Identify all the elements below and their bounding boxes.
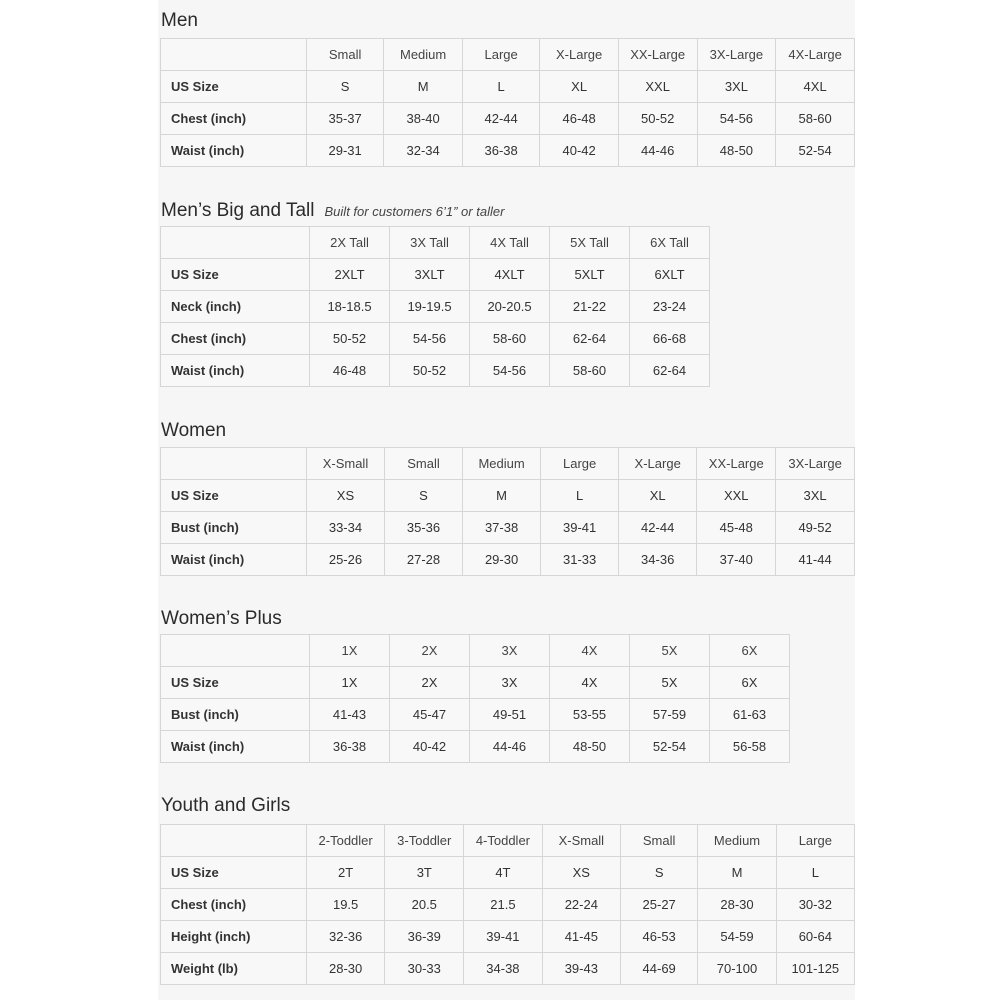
table-cell: 61-63 bbox=[710, 699, 790, 731]
table-row-us-size bbox=[161, 259, 710, 291]
table-cell: 20.5 bbox=[385, 889, 464, 921]
table-cell: 46-48 bbox=[540, 103, 618, 135]
section-title-women bbox=[161, 420, 226, 442]
table-row-waist-inch bbox=[161, 731, 790, 763]
row-label: Waist (inch) bbox=[161, 135, 307, 167]
row-label: US Size bbox=[161, 71, 307, 103]
table-cell: 28-30 bbox=[306, 953, 385, 985]
table-cell: 18-18.5 bbox=[310, 291, 390, 323]
table-cell: 36-38 bbox=[462, 135, 540, 167]
row-label: Height (inch) bbox=[161, 921, 307, 953]
table-cell: 4XL bbox=[776, 71, 855, 103]
table-row-chest-inch bbox=[161, 889, 855, 921]
size-table-men bbox=[160, 38, 855, 167]
table-cell: 58-60 bbox=[470, 323, 550, 355]
table-cell: 39-41 bbox=[464, 921, 543, 953]
column-header: 1X bbox=[310, 635, 390, 667]
table-cell: 46-48 bbox=[310, 355, 390, 387]
table-cell: 4X bbox=[550, 667, 630, 699]
table-row-us-size bbox=[161, 480, 855, 512]
table-cell: 37-38 bbox=[462, 512, 540, 544]
row-label: US Size bbox=[161, 259, 310, 291]
table-cell: 42-44 bbox=[618, 512, 696, 544]
header-corner-cell bbox=[161, 448, 307, 480]
column-header: 3X-Large bbox=[697, 39, 776, 71]
table-cell: S bbox=[306, 71, 384, 103]
table-cell: 44-46 bbox=[618, 135, 697, 167]
size-table-women bbox=[160, 447, 855, 576]
table-row-height-inch bbox=[161, 921, 855, 953]
table-row-chest-inch bbox=[161, 323, 710, 355]
table-cell: 49-52 bbox=[776, 512, 855, 544]
table-cell: 3X bbox=[470, 667, 550, 699]
table-cell: M bbox=[698, 857, 776, 889]
size-table-women-s-plus bbox=[160, 634, 790, 763]
column-header: 3-Toddler bbox=[385, 825, 464, 857]
column-header: Small bbox=[385, 448, 463, 480]
table-cell: 48-50 bbox=[550, 731, 630, 763]
table-cell: 42-44 bbox=[462, 103, 540, 135]
table-row-bust-inch bbox=[161, 512, 855, 544]
table-cell: 70-100 bbox=[698, 953, 776, 985]
table-row-us-size bbox=[161, 857, 855, 889]
table-cell: 66-68 bbox=[630, 323, 710, 355]
column-header: Medium bbox=[384, 39, 462, 71]
row-label: US Size bbox=[161, 857, 307, 889]
section-title-text: Women’s Plus bbox=[161, 608, 282, 629]
table-cell: M bbox=[384, 71, 462, 103]
table-cell: 41-45 bbox=[542, 921, 620, 953]
column-header: X-Large bbox=[618, 448, 696, 480]
column-header: 3X Tall bbox=[390, 227, 470, 259]
table-cell: 6XLT bbox=[630, 259, 710, 291]
column-header: Small bbox=[620, 825, 698, 857]
column-header: X-Small bbox=[542, 825, 620, 857]
row-label: Bust (inch) bbox=[161, 699, 310, 731]
column-header: 3X-Large bbox=[776, 448, 855, 480]
table-row-weight-lb bbox=[161, 953, 855, 985]
table-cell: 62-64 bbox=[630, 355, 710, 387]
column-header: X-Small bbox=[306, 448, 384, 480]
row-label: Chest (inch) bbox=[161, 103, 307, 135]
column-header: Small bbox=[306, 39, 384, 71]
table-cell: 49-51 bbox=[470, 699, 550, 731]
table-header-row bbox=[161, 825, 855, 857]
table-cell: 62-64 bbox=[550, 323, 630, 355]
table-cell: S bbox=[385, 480, 463, 512]
section-title-text: Men bbox=[161, 10, 198, 31]
table-cell: 40-42 bbox=[390, 731, 470, 763]
table-cell: 5X bbox=[630, 667, 710, 699]
column-header: 4X bbox=[550, 635, 630, 667]
table-row-us-size bbox=[161, 71, 855, 103]
row-label: Waist (inch) bbox=[161, 731, 310, 763]
table-cell: 53-55 bbox=[550, 699, 630, 731]
table-cell: 29-31 bbox=[306, 135, 384, 167]
section-title-text: Youth and Girls bbox=[161, 795, 291, 816]
table-cell: XL bbox=[618, 480, 696, 512]
section-title-men bbox=[161, 10, 198, 32]
table-cell: 20-20.5 bbox=[470, 291, 550, 323]
row-label: Neck (inch) bbox=[161, 291, 310, 323]
table-cell: XL bbox=[540, 71, 618, 103]
column-header: Medium bbox=[698, 825, 776, 857]
table-cell: 25-27 bbox=[620, 889, 698, 921]
row-label: Waist (inch) bbox=[161, 544, 307, 576]
column-header: 2X Tall bbox=[310, 227, 390, 259]
table-cell: 48-50 bbox=[697, 135, 776, 167]
column-header: X-Large bbox=[540, 39, 618, 71]
table-cell: 21.5 bbox=[464, 889, 543, 921]
table-cell: 2XLT bbox=[310, 259, 390, 291]
size-table-men-s-big-and-tall bbox=[160, 226, 710, 387]
table-cell: 45-47 bbox=[390, 699, 470, 731]
row-label: Chest (inch) bbox=[161, 889, 307, 921]
table-cell: 52-54 bbox=[776, 135, 855, 167]
column-header: Large bbox=[541, 448, 619, 480]
column-header: 2-Toddler bbox=[306, 825, 385, 857]
column-header: 5X Tall bbox=[550, 227, 630, 259]
section-title-text: Women bbox=[161, 420, 227, 441]
table-cell: 50-52 bbox=[390, 355, 470, 387]
column-header: 6X Tall bbox=[630, 227, 710, 259]
table-cell: 39-41 bbox=[541, 512, 619, 544]
table-header-row bbox=[161, 227, 710, 259]
table-cell: 57-59 bbox=[630, 699, 710, 731]
table-cell: 23-24 bbox=[630, 291, 710, 323]
table-cell: 45-48 bbox=[697, 512, 776, 544]
column-header: 3X bbox=[470, 635, 550, 667]
column-header: 2X bbox=[390, 635, 470, 667]
table-cell: 25-26 bbox=[306, 544, 384, 576]
header-corner-cell bbox=[161, 227, 310, 259]
table-cell: 3XL bbox=[697, 71, 776, 103]
table-cell: 37-40 bbox=[697, 544, 776, 576]
table-cell: 38-40 bbox=[384, 103, 462, 135]
table-cell: 41-44 bbox=[776, 544, 855, 576]
table-cell: 54-56 bbox=[390, 323, 470, 355]
table-cell: S bbox=[620, 857, 698, 889]
table-cell: L bbox=[462, 71, 540, 103]
size-chart-page bbox=[158, 0, 855, 1000]
table-cell: XXL bbox=[618, 71, 697, 103]
size-table-youth-and-girls bbox=[160, 824, 855, 985]
table-cell: 21-22 bbox=[550, 291, 630, 323]
table-cell: 34-38 bbox=[464, 953, 543, 985]
table-cell: 3T bbox=[385, 857, 464, 889]
table-row-waist-inch bbox=[161, 135, 855, 167]
column-header: Large bbox=[776, 825, 854, 857]
table-cell: 22-24 bbox=[542, 889, 620, 921]
table-cell: 54-56 bbox=[470, 355, 550, 387]
table-cell: 44-46 bbox=[470, 731, 550, 763]
row-label: Weight (lb) bbox=[161, 953, 307, 985]
table-cell: 54-56 bbox=[697, 103, 776, 135]
column-header: 4X Tall bbox=[470, 227, 550, 259]
table-cell: 32-34 bbox=[384, 135, 462, 167]
table-cell: 3XLT bbox=[390, 259, 470, 291]
table-row-bust-inch bbox=[161, 699, 790, 731]
table-cell: 44-69 bbox=[620, 953, 698, 985]
table-cell: 34-36 bbox=[618, 544, 696, 576]
table-cell: 60-64 bbox=[776, 921, 854, 953]
header-corner-cell bbox=[161, 39, 307, 71]
table-cell: 50-52 bbox=[310, 323, 390, 355]
table-cell: 101-125 bbox=[776, 953, 854, 985]
table-cell: 41-43 bbox=[310, 699, 390, 731]
column-header: XX-Large bbox=[697, 448, 776, 480]
table-cell: 50-52 bbox=[618, 103, 697, 135]
table-row-waist-inch bbox=[161, 355, 710, 387]
table-header-row bbox=[161, 635, 790, 667]
section-title-women-s-plus bbox=[161, 608, 282, 630]
table-cell: 2T bbox=[306, 857, 385, 889]
column-header: Medium bbox=[462, 448, 540, 480]
table-cell: XXL bbox=[697, 480, 776, 512]
column-header: 6X bbox=[710, 635, 790, 667]
table-cell: 3XL bbox=[776, 480, 855, 512]
table-cell: 58-60 bbox=[550, 355, 630, 387]
table-cell: L bbox=[541, 480, 619, 512]
table-row-chest-inch bbox=[161, 103, 855, 135]
table-cell: 46-53 bbox=[620, 921, 698, 953]
table-cell: 4XLT bbox=[470, 259, 550, 291]
row-label: Waist (inch) bbox=[161, 355, 310, 387]
table-cell: 31-33 bbox=[541, 544, 619, 576]
header-corner-cell bbox=[161, 635, 310, 667]
table-header-row bbox=[161, 39, 855, 71]
column-header: XX-Large bbox=[618, 39, 697, 71]
table-cell: 30-32 bbox=[776, 889, 854, 921]
table-cell: 35-36 bbox=[385, 512, 463, 544]
table-cell: 35-37 bbox=[306, 103, 384, 135]
row-label: US Size bbox=[161, 480, 307, 512]
table-cell: 30-33 bbox=[385, 953, 464, 985]
column-header: 4-Toddler bbox=[464, 825, 543, 857]
table-cell: XS bbox=[542, 857, 620, 889]
table-cell: 56-58 bbox=[710, 731, 790, 763]
section-note: Built for customers 6’1” or taller bbox=[324, 204, 505, 219]
table-cell: 54-59 bbox=[698, 921, 776, 953]
table-cell: 19.5 bbox=[306, 889, 385, 921]
table-cell: M bbox=[462, 480, 540, 512]
column-header: 5X bbox=[630, 635, 710, 667]
table-cell: 2X bbox=[390, 667, 470, 699]
table-cell: 39-43 bbox=[542, 953, 620, 985]
section-title-youth-and-girls bbox=[161, 795, 290, 817]
table-cell: 40-42 bbox=[540, 135, 618, 167]
table-cell: XS bbox=[306, 480, 384, 512]
table-cell: 4T bbox=[464, 857, 543, 889]
table-cell: 36-38 bbox=[310, 731, 390, 763]
table-row-neck-inch bbox=[161, 291, 710, 323]
table-cell: 36-39 bbox=[385, 921, 464, 953]
table-cell: 52-54 bbox=[630, 731, 710, 763]
table-cell: 28-30 bbox=[698, 889, 776, 921]
section-title-men-s-big-and-tall bbox=[161, 200, 504, 223]
table-cell: 5XLT bbox=[550, 259, 630, 291]
column-header: Large bbox=[462, 39, 540, 71]
table-cell: 32-36 bbox=[306, 921, 385, 953]
section-title-text: Men’s Big and Tall bbox=[161, 200, 315, 221]
table-cell: 29-30 bbox=[462, 544, 540, 576]
table-header-row bbox=[161, 448, 855, 480]
table-cell: 19-19.5 bbox=[390, 291, 470, 323]
table-cell: 6X bbox=[710, 667, 790, 699]
row-label: Bust (inch) bbox=[161, 512, 307, 544]
header-corner-cell bbox=[161, 825, 307, 857]
table-row-us-size bbox=[161, 667, 790, 699]
column-header: 4X-Large bbox=[776, 39, 855, 71]
table-cell: 58-60 bbox=[776, 103, 855, 135]
table-cell: 1X bbox=[310, 667, 390, 699]
row-label: Chest (inch) bbox=[161, 323, 310, 355]
table-cell: 27-28 bbox=[385, 544, 463, 576]
row-label: US Size bbox=[161, 667, 310, 699]
table-cell: L bbox=[776, 857, 854, 889]
table-row-waist-inch bbox=[161, 544, 855, 576]
table-cell: 33-34 bbox=[306, 512, 384, 544]
